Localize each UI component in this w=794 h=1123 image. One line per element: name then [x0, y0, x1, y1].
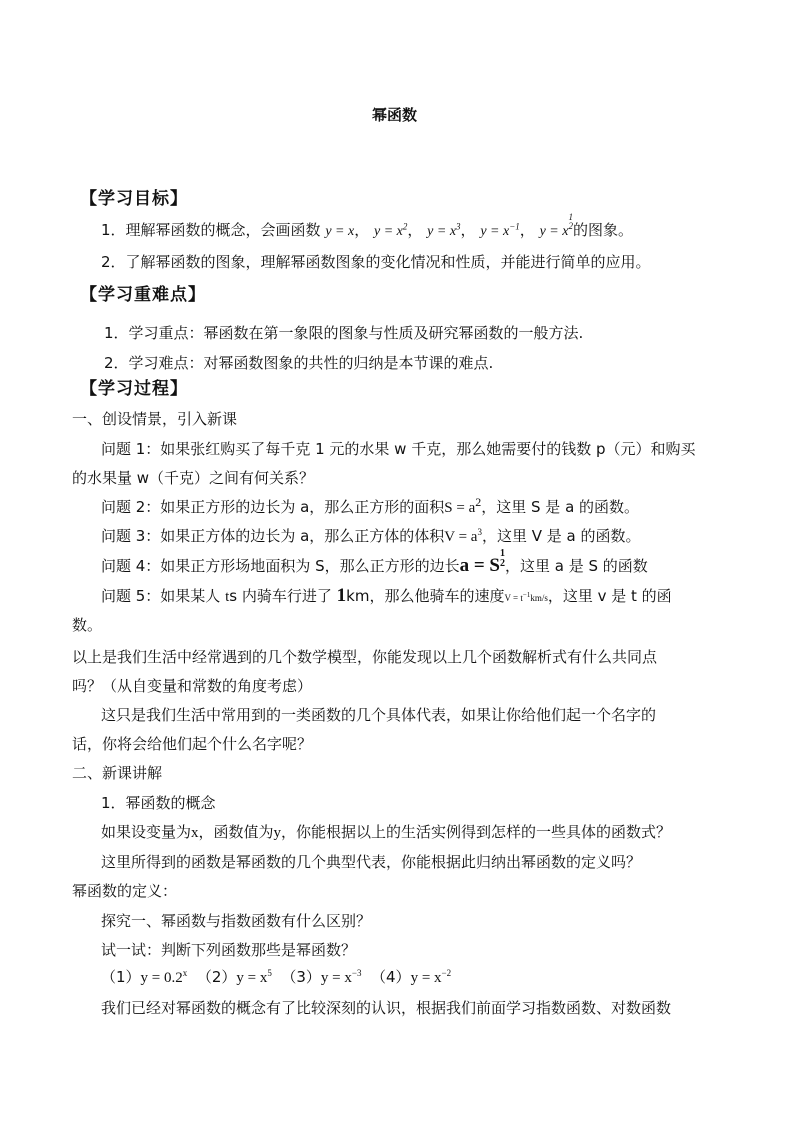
formula-speed: $V = t^{-1}km/s$: [504, 591, 548, 603]
think-2-line-1: 这只是我们生活中常用到的一类函数的几个具体代表，如果让你给他们起一个名字的: [101, 706, 657, 724]
goal-1: 1．理解幂函数的概念，会画函数 y = x， $y = x^2$， $y = x^3$， $y = x^{-1}$， y = x1 2的图象。: [101, 212, 633, 239]
question-2: 问题 2：如果正方形的边长为 a，那么正方形的面积$S = a^2$，这里 S 是 a 的函数。: [101, 495, 640, 516]
concept-heading: 1．幂函数的概念: [101, 794, 216, 812]
formula-side-length: a = S1 2: [459, 548, 506, 576]
formula-y-x3: $y = x^3$: [427, 221, 461, 239]
exercise-list: $(1)y = 0.2^x$ $(2)y = x^5$ $(3)y = x^{-3}$ $(4)y = x^{-2}$: [101, 968, 452, 986]
subsection-new-lesson: 二、新课讲解: [72, 764, 163, 782]
think-2-line-2: 话，你将会给他们起个什么名字呢？: [72, 735, 313, 753]
formula-y-x-inverse: $y = x^{-1}$: [480, 221, 520, 239]
subsection-intro: 一、创设情景，引入新课: [72, 410, 238, 428]
key-point-2: 2．学习难点：对幂函数图象的共性的归纳是本节课的难点.: [104, 354, 494, 372]
exercise-prompt: 试一试：判断下列函数那些是幂函数？: [101, 941, 357, 959]
think-1-line-2: 吗？（从自变量和常数的角度考虑）: [72, 677, 313, 695]
exercise-1-formula: $y = 0.2^x$: [140, 968, 188, 986]
goal-1-text: 1．理解幂函数的概念，会画函数: [101, 221, 321, 239]
goal-2: 2．了解幂函数的图象，理解幂函数图象的变化情况和性质，并能进行简单的应用。: [101, 253, 651, 271]
formula-y-x: y = x: [325, 224, 355, 239]
question-3: 问题 3：如果正方体的边长为 a，那么正方体的体积$V = a^3$，这里 V 是 a 的函数。: [101, 527, 641, 545]
formula-y-x2: $y = x^2$: [374, 221, 408, 239]
exercise-2-formula: $y = x^5$: [236, 968, 272, 986]
formula-volume: $V = a^3$: [444, 527, 482, 545]
concept-question-1: 如果设变量为x，函数值为y，你能根据以上的生活实例得到怎样的一些具体的函数式？: [101, 823, 672, 841]
section-heading-key-points: 【学习重难点】: [80, 285, 206, 305]
exercise-3-formula: $y = x^{-3}$: [320, 968, 362, 986]
section-heading-process: 【学习过程】: [80, 379, 188, 399]
key-point-1: 1．学习重点：幂函数在第一象限的图象与性质及研究幂函数的一般方法.: [104, 324, 584, 342]
question-4: 问题 4：如果正方形场地面积为 S，那么正方形的边长a = S1 2，这里 a 是 S 的函数: [101, 548, 648, 576]
goal-1-suffix: 的图象。: [572, 221, 633, 239]
think-1-line-1: 以上是我们生活中经常遇到的几个数学模型，你能发现以上几个函数解析式有什么共同点: [72, 648, 658, 666]
question-5-line-2: 数。: [72, 616, 103, 634]
section-heading-goals: 【学习目标】: [80, 189, 188, 209]
closing-paragraph: 我们已经对幂函数的概念有了比较深刻的认识，根据我们前面学习指数函数、对数函数: [101, 999, 672, 1017]
formula-y-x-half: y = x1 2: [539, 212, 573, 239]
question-5: 问题 5：如果某人 ts 内骑车行进了 1km，那么他骑车的速度$V = t^{-1}km/s$，这里 v 是 t 的函: [101, 585, 672, 606]
concept-question-2: 这里所得到的函数是幂函数的几个典型代表，你能根据此归纳出幂函数的定义吗？: [101, 853, 642, 871]
explore-1: 探究一、幂函数与指数函数有什么区别？: [101, 912, 372, 930]
exercise-4-formula: $y = x^{-2}$: [410, 968, 452, 986]
definition-label: 幂函数的定义：: [72, 882, 178, 900]
question-1-line-1: 问题 1：如果张红购买了每千克 1 元的水果 w 千克，那么她需要付的钱数 p（元）和购买: [101, 440, 696, 458]
formula-area: $S = a^2$: [444, 495, 482, 516]
page-title: 幂函数: [372, 106, 418, 124]
question-1-line-2: 的水果量 w（千克）之间有何关系？: [72, 469, 315, 487]
